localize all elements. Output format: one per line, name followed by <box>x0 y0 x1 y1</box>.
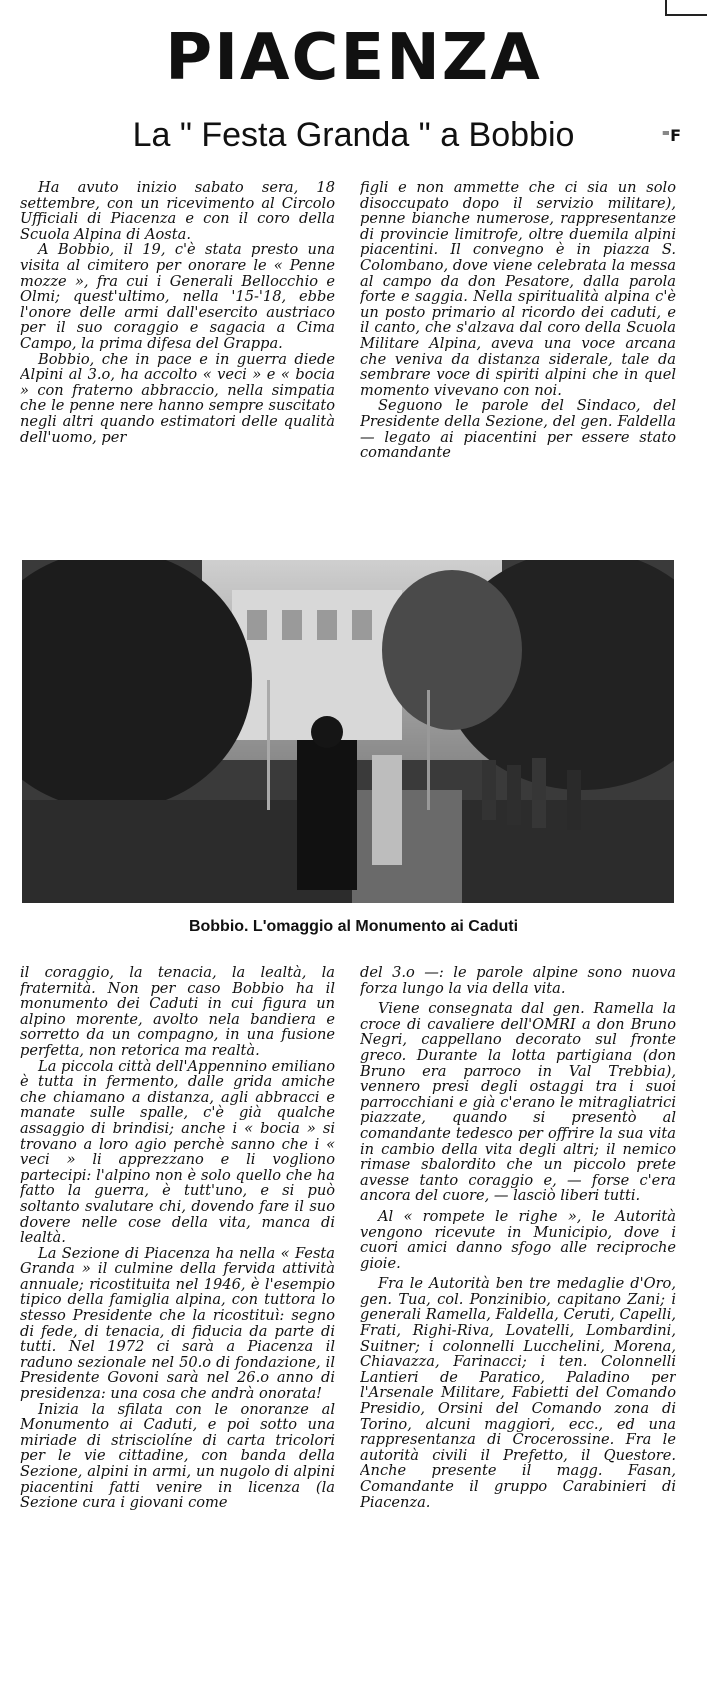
paragraph: La piccola città dell'Appennino emiliano è tutta in fermento, dalle grida amiche che chiamano a distanza, agli abbracci e manate sulle spalle, c'è già qualche assaggio di brindisi; anche i « bocia » si trovano a loro agio perchè sanno che i « veci » li apprezzano e li vogliono partecipi: l'alpino non è solo quello che ha fatto la guerra, è tutt'uno, e si può soltanto svalutare chi, dovendo fare il suo dovere nelle cose della vita, manca di lealtà. <box>20 1057 335 1247</box>
article-column-3 <box>20 965 335 1685</box>
paragraph: La Sezione di Piacenza ha nella « Festa Granda » il culmine della fervida attività annuale; ricostituita nel 1946, è l'esempio tipico della famiglia alpina, con tuttora lo stesso Presidente che la ricostituì: segno di fede, di tenacia, di fiducia da parte di tutti. Nel 1972 ci sarà a Piacenza il raduno sezionale nel 50.o di fondazione, il Presidente Govoni sarà nel 26.o anno di presidenza: una cosa che andrà onorata! <box>20 1244 335 1403</box>
paragraph: Bobbio, che in pace e in guerra diede Alpini al 3.o, ha accolto « veci » e « bocia » con fraterno abbraccio, nella simpatia che le penne nere hanno sempre suscitato negli altri quando estimatori delle qualità dell'uomo, per <box>20 350 335 446</box>
paragraph: Al « rompete le righe », le Autorità vengono ricevute in Municipio, dove i cuori amici danno sfogo alle reciproche gioie. <box>360 1207 676 1272</box>
photo-caption: Bobbio. L'omaggio al Monumento ai Caduti <box>188 918 519 935</box>
paragraph: Viene consegnata dal gen. Ramella la croce di cavaliere dell'OMRI a don Bruno Negri, cappellano decorato sul fronte greco. Durante la lotta partigiana (don Bruno era parroco in Val Trebbia), vennero presi degli ostaggi tra i suoi parrocchiani e già c'erano le mitragliatrici piazzate, quando si presentò al comandante tedesco per offrire la sua vita in cambio della vita degli altri; il nemico rimase sbalordito che un piccolo prete avesse tanto coraggio e, — forse c'era ancora del cuore, — lasciò liberi tutti. <box>360 1000 676 1205</box>
subheadline: La " Festa Granda " a Bobbio <box>132 116 575 154</box>
paragraph: Fra le Autorità ben tre medaglie d'Oro, gen. Tua, col. Ponzinibio, capitano Zani; i generali Ramella, Faldella, Ceruti, Capelli, Frati, Righi-Riva, Lovatelli, Lombardini, Suitner; i colonnelli Lucchelini, Morena, Chiavazza, Farinacci; i ten. Colonnelli Lantieri de Paratico, Paladino per l'Arsenale Militare, Fabietti del Comando Presidio, Orsini del Comando zona di Torino, alcuni maggiori, ecc., ed una rappresentanza di Crocerossine. Fra le autorità civili il Prefetto, il Questore. Anche presente il magg. Fasan, Comandante il gruppo Carabinieri di Piacenza. <box>360 1275 676 1511</box>
corner-frame-mark <box>665 0 707 16</box>
headline: PIACENZA <box>165 21 542 95</box>
paragraph: A Bobbio, il 19, c'è stata presto una visita al cimitero per onorare le « Penne mozze », fra cui i Generali Bellocchio e Olmi; quest'ultimo, nella '15-'18, ebbe l'onore delle armi dall'esercito austriaco per il suo coraggio e sagacia a Cima Campo, la prima difesa del Grappa. <box>20 241 335 352</box>
photo-monument-ceremony <box>22 560 674 903</box>
paragraph: il coraggio, la tenacia, la lealtà, la fraternità. Non per caso Bobbio ha il monumento dei Caduti in cui figura un alpino morente, avolto nela bandiera e sorretto da un compagno, in una fusione perfetta, non retorica ma realtà. <box>20 965 335 1059</box>
article-column-2 <box>360 180 676 542</box>
paragraph: Ha avuto inizio sabato sera, 18 settembre, con un ricevimento al Circolo Ufficiali di Piacenza e con il coro della Scuola Alpina di Aosta. <box>20 180 335 243</box>
article-column-1 <box>20 180 335 542</box>
article-column-4 <box>360 965 676 1685</box>
corner-symbol: ⁼F <box>661 126 681 145</box>
paragraph: figli e non ammette che ci sia un solo disoccupato dopo il servizio militare), penne bianche numerose, rappresentanze di provincie limitrofe, oltre duemila alpini piacentini. Il convegno è in piazza S. Colombano, dove viene celebrata la messa al campo da don Pesatore, dalla parola forte e saggia. Nella spiritualità alpina c'è un posto primario al ricordo dei caduti, e il canto, che s'alzava dal coro della Scuola Militare Alpina, aveva una voce arcana che veniva da distanza siderale, tale da sembrare voce di spiriti alpini che in quel momento vivevano con noi. <box>360 180 676 399</box>
paragraph: Inizia la sfilata con le onoranze al Monumento ai Caduti, e poi sotto una miriade di strisciolíne di carta tricolori per le vie cittadine, con banda della Sezione, alpini in armi, un nugolo di alpini piacentini fatti venire in licenza (la Sezione cura i giovani come <box>20 1400 335 1512</box>
paragraph: del 3.o —: le parole alpine sono nuova forza lungo la via della vita. <box>360 965 676 997</box>
paragraph: Seguono le parole del Sindaco, del Presidente della Sezione, del gen. Faldella — legato ai piacentini per essere stato comandante <box>360 397 676 462</box>
